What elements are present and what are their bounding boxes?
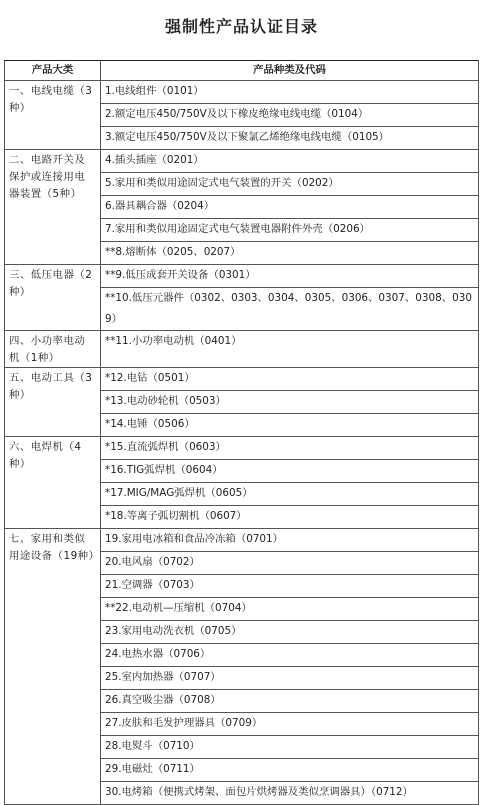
- product-cell: **9.低压成套开关设备（0301）: [101, 265, 479, 288]
- product-cell: 6.器具耦合器（0204）: [101, 196, 479, 219]
- category-cell: 二、电路开关及保护或连接用电器装置（5种）: [5, 150, 101, 265]
- category-cell: 三、低压电器（2种）: [5, 265, 101, 331]
- product-cell: **22.电动机—压缩机（0704）: [101, 598, 479, 621]
- product-cell: 2.额定电压450/750V及以下橡皮绝缘电线电缆（0104）: [101, 104, 479, 127]
- product-cell: **10.低压元器件（0302、0303、0304、0305、0306、0307、0308、0309）: [101, 288, 479, 331]
- product-cell: 24.电热水器（0706）: [101, 644, 479, 667]
- product-cell: **8.熔断体（0205、0207）: [101, 242, 479, 265]
- table-row: [5, 81, 479, 104]
- product-cell: *17.MIG/MAG弧焊机（0605）: [101, 483, 479, 506]
- product-cell: **11.小功率电动机（0401）: [101, 331, 479, 368]
- table-row: [5, 265, 479, 288]
- table-row: [5, 368, 479, 391]
- product-cell: *15.直流弧焊机（0603）: [101, 437, 479, 460]
- product-cell: *12.电钻（0501）: [101, 368, 479, 391]
- product-cell: 28.电熨斗（0710）: [101, 736, 479, 759]
- document-title: 强制性产品认证目录: [164, 17, 318, 36]
- product-cell: 29.电磁灶（0711）: [101, 759, 479, 782]
- product-cell: 7.家用和类似用途固定式电气装置电器附件外壳（0206）: [101, 219, 479, 242]
- product-cell: 21.空调器（0703）: [101, 575, 479, 598]
- table-row: [5, 529, 479, 552]
- header-product: 产品种类及代码: [101, 61, 479, 81]
- header-category: 产品大类: [5, 61, 101, 81]
- category-cell: 五、电动工具（3种）: [5, 368, 101, 437]
- category-cell: 一、电线电缆（3种）: [5, 81, 101, 150]
- category-cell: 七、家用和类似用途设备（19种）: [5, 529, 101, 805]
- product-cell: 3.额定电压450/750V及以下聚氯乙烯绝缘电线电缆（0105）: [101, 127, 479, 150]
- table-row: [5, 437, 479, 460]
- product-cell: 23.家用电动洗衣机（0705）: [101, 621, 479, 644]
- product-cell: *16.TIG弧焊机（0604）: [101, 460, 479, 483]
- product-cell: 20.电风扇（0702）: [101, 552, 479, 575]
- category-cell: 六、电焊机（4种）: [5, 437, 101, 529]
- product-cell: 30.电烤箱（便携式烤架、面包片烘烤器及类似烹调器具）（0712）: [101, 782, 479, 805]
- table-body: [5, 81, 479, 805]
- table-header-row: [5, 61, 479, 81]
- product-cell: 25.室内加热器（0707）: [101, 667, 479, 690]
- table-row: [5, 331, 479, 368]
- product-cell: *14.电锤（0506）: [101, 414, 479, 437]
- product-cell: 19.家用电冰箱和食品冷冻箱（0701）: [101, 529, 479, 552]
- product-cell: 4.插头插座（0201）: [101, 150, 479, 173]
- product-cell: 26.真空吸尘器（0708）: [101, 690, 479, 713]
- product-catalog-table: [4, 60, 479, 805]
- category-cell: 四、小功率电动机（1种）: [5, 331, 101, 368]
- product-cell: 5.家用和类似用途固定式电气装置的开关（0202）: [101, 173, 479, 196]
- table-row: [5, 150, 479, 173]
- product-cell: *13.电动砂轮机（0503）: [101, 391, 479, 414]
- product-cell: 27.皮肤和毛发护理器具（0709）: [101, 713, 479, 736]
- product-cell: *18.等离子弧切割机（0607）: [101, 506, 479, 529]
- product-cell: 1.电线组件（0101）: [101, 81, 479, 104]
